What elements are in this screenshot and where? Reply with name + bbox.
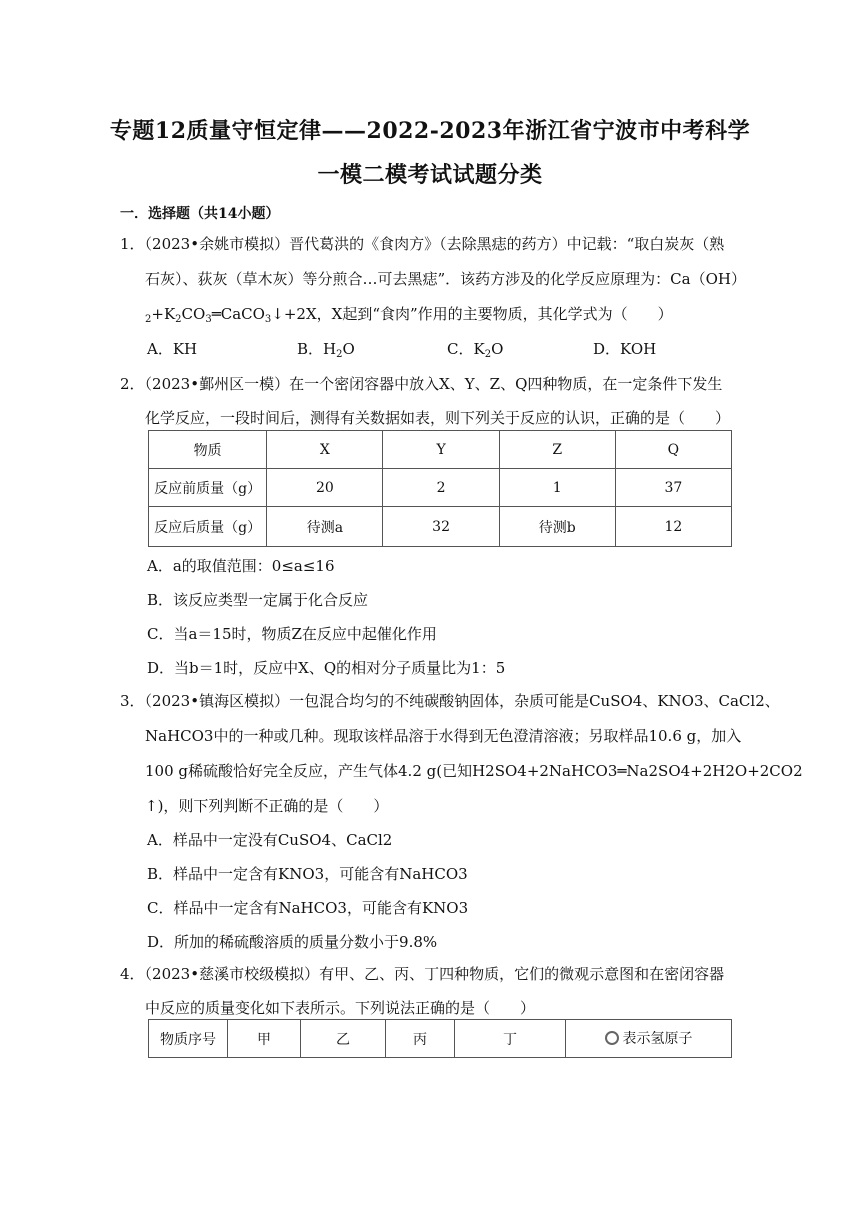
table-cell: 37 (615, 469, 731, 507)
q1-line-2: 石灰）、荻灰（草木灰）等分煎合…可去黑痣”．该药方涉及的化学反应原理为：Ca（OH） (145, 270, 746, 288)
table-cell: 反应前质量（g） (149, 469, 267, 507)
legend-label: 表示氢原子 (622, 1031, 693, 1047)
q4-data-table (148, 1019, 732, 1058)
q3-option-b[interactable]: B．样品中一定含有KNO3，可能含有NaHCO3 (147, 865, 468, 883)
table-cell: 待测a (267, 507, 383, 547)
q1-text: ═CaCO (211, 305, 265, 323)
q3-option-c[interactable]: C．样品中一定含有NaHCO3，可能含有KNO3 (147, 899, 469, 917)
q3-line-1: 3．（2023•镇海区模拟）一包混合均匀的不纯碳酸钠固体，杂质可能是CuSO4、KNO3、CaCl2、 (120, 692, 780, 710)
q1-option-a[interactable]: A．KH (147, 340, 198, 358)
q1-option-c-text: C．K (447, 340, 485, 358)
section-heading: 一．选择题（共14小题） (120, 206, 280, 222)
title-line-1: 专题12质量守恒定律——2022-2023年浙江省宁波市中考科学 (109, 118, 751, 144)
q1-line-1: 1．（2023•余姚市模拟）晋代葛洪的《食肉方》（去除黑痣的药方）中记载：“取白炭灰（熟 (120, 235, 725, 253)
q3-option-d[interactable]: D．所加的稀硫酸溶质的质量分数小于9.8% (147, 933, 438, 951)
table-row (149, 469, 732, 507)
table-row (149, 431, 732, 469)
q3-line-3: 100 g稀硫酸恰好完全反应，产生气体4.2 g(已知H2SO4+2NaHCO3═Na2SO4+2H2O+2CO2 (145, 762, 803, 780)
table-row (149, 1020, 732, 1058)
table-cell: 32 (383, 507, 499, 547)
legend (605, 1028, 693, 1048)
q2-option-b[interactable]: B．该反应类型一定属于化合反应 (147, 591, 369, 609)
table-header-cell: Y (383, 431, 499, 469)
table-header-cell: X (267, 431, 383, 469)
q1-option-d[interactable]: D．KOH (593, 340, 657, 358)
q1-sub: 2 (145, 314, 152, 325)
q1-sub: 2 (175, 314, 182, 325)
table-cell: 反应后质量（g） (149, 507, 267, 547)
q4-line-2: 中反应的质量变化如下表所示。下列说法正确的是（ ） (145, 999, 536, 1017)
q1-option-c-sub: 2 (484, 349, 492, 360)
table-header-cell: 丙 (386, 1020, 455, 1058)
table-cell: 20 (267, 469, 383, 507)
legend-cell (566, 1020, 732, 1058)
q2-option-c[interactable]: C．当a＝15时，物质Z在反应中起催化作用 (147, 625, 437, 643)
q2-line-2: 化学反应，一段时间后，测得有关数据如表，则下列关于反应的认识，正确的是（ ） (145, 409, 731, 427)
table-row (149, 507, 732, 547)
q2-line-1: 2．（2023•鄞州区一模）在一个密闭容器中放入X、Y、Z、Q四种物质，在一定条件下发生 (120, 375, 723, 393)
q1-option-b-sub: 2 (336, 349, 343, 360)
table-header-cell: 物质序号 (149, 1020, 228, 1058)
q1-sub: 3 (264, 314, 272, 325)
table-cell: 待测b (499, 507, 615, 547)
table-cell: 2 (383, 469, 499, 507)
q3-line-2: NaHCO3中的一种或几种。现取该样品溶于水得到无色澄清溶液；另取样品10.6 g，加入 (145, 727, 742, 745)
table-header-cell: 丁 (455, 1020, 566, 1058)
q1-text: CO (181, 305, 206, 323)
table-header-cell: 甲 (228, 1020, 301, 1058)
q1-option-c[interactable] (447, 338, 503, 360)
q3-line-4: ↑)，则下列判断不正确的是（ ） (145, 797, 389, 815)
q1-line-3 (145, 303, 673, 325)
q2-option-d[interactable]: D．当b＝1时，反应中X、Q的相对分子质量比为1：5 (147, 659, 506, 677)
q1-option-b[interactable] (297, 338, 355, 360)
q1-option-c-end: O (491, 340, 504, 358)
q2-option-a[interactable]: A．a的取值范围：0≤a≤16 (147, 557, 335, 575)
table-header-cell: Z (499, 431, 615, 469)
q4-line-1: 4．（2023•慈溪市校级模拟）有甲、乙、丙、丁四种物质，它们的微观示意图和在密闭容器 (120, 965, 725, 983)
q1-option-b-end: O (342, 340, 355, 358)
table-header-cell: 物质 (149, 431, 267, 469)
title-line-2: 一模二模考试试题分类 (317, 162, 543, 188)
q1-text: +K (151, 305, 176, 323)
q1-sub: 3 (205, 314, 212, 325)
table-cell: 12 (615, 507, 731, 547)
q1-text: ↓+2X，X起到“食肉”作用的主要物质，其化学式为（ ） (271, 305, 673, 323)
table-header-cell: 乙 (301, 1020, 386, 1058)
table-cell: 1 (499, 469, 615, 507)
hydrogen-atom-icon (605, 1031, 619, 1045)
table-header-cell: Q (615, 431, 731, 469)
q1-option-b-text: B．H (297, 340, 337, 358)
q2-data-table (148, 430, 732, 547)
q3-option-a[interactable]: A．样品中一定没有CuSO4、CaCl2 (147, 831, 393, 849)
